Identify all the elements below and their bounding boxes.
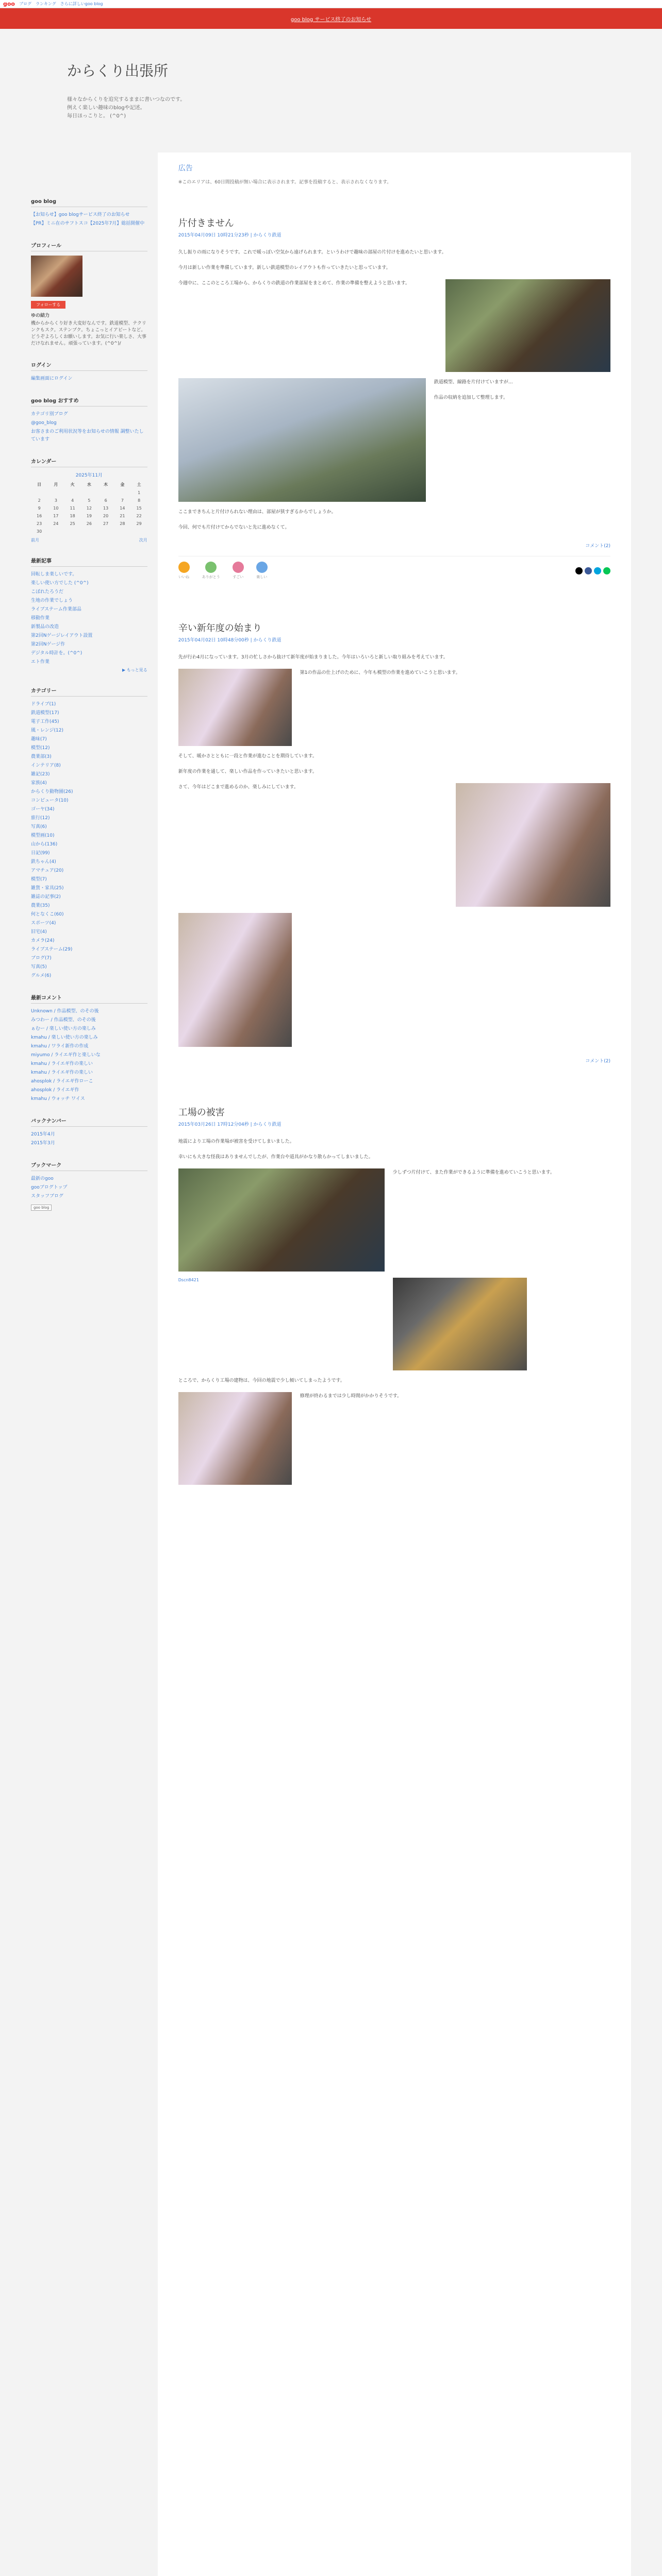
side-recent (31, 556, 147, 673)
like-icon (178, 562, 190, 573)
recent-comment-link[interactable]: みつわー / 作品模型、のその後 (31, 1018, 96, 1023)
recommend-link[interactable]: カテゴリ別ブログ (31, 412, 68, 417)
goo-link-more[interactable]: さらに詳しいgoo blog (60, 2, 103, 6)
category-link[interactable]: 趣味(7) (31, 737, 47, 742)
calendar-day[interactable]: 18 (70, 514, 75, 518)
post-paragraph: 修理が終わるまでは少し時間がかかりそうです。 (300, 1394, 402, 1399)
post-photo[interactable] (456, 783, 610, 907)
post-paragraph: ここまできちんと片付けられない理由は、部屋が狭すぎるからでしょうか。 (178, 510, 336, 515)
recent-comment-link[interactable]: kmahu / ワライ新作の作成 (31, 1044, 89, 1049)
side-recommend (31, 396, 147, 444)
calendar-day[interactable]: 30 (37, 529, 42, 534)
comment-link[interactable]: コメント(2) (585, 1059, 610, 1064)
post-photo[interactable] (178, 669, 292, 746)
category-link[interactable]: グルメ(6) (31, 973, 52, 978)
category-link[interactable]: 旧宅(4) (31, 929, 47, 935)
blog-post (178, 1105, 610, 1485)
calendar-weekday: 土 (137, 482, 141, 487)
calendar-day[interactable]: 5 (88, 498, 91, 503)
post-paragraph: そして、暖かさとともに一段と作業が進むことを期待しています。 (178, 754, 317, 759)
blog-post (178, 621, 610, 1064)
post-photo[interactable] (178, 378, 426, 502)
recent-comment-link[interactable]: kmahu / ライエギ作の楽しい (31, 1070, 93, 1075)
category-link[interactable]: インテリア(8) (31, 763, 61, 768)
calendar-day (81, 528, 97, 535)
post-title[interactable]: 辛い新年度の始まり (178, 623, 262, 634)
post-title[interactable]: 片付きません (178, 218, 234, 229)
calendar-day[interactable]: 4 (71, 498, 74, 503)
follow-button[interactable]: フォローする (31, 301, 65, 309)
goo-blog-pr-link[interactable]: 【PR】ミニ在のサフトスコ【2025年7月】総括開催中 (31, 221, 145, 226)
post-meta[interactable]: 2015年04月09日 10時21分23秒 | からくり鉄道 (178, 233, 282, 238)
calendar-day (47, 528, 64, 535)
calendar-day[interactable]: 12 (86, 506, 92, 511)
calendar-day (64, 528, 81, 535)
calendar-day (31, 489, 47, 497)
reaction-like[interactable]: いいね (178, 562, 190, 580)
broken-image-label[interactable]: Dscn8421 (178, 1278, 199, 1282)
side-heading: ブックマーク (31, 1161, 147, 1171)
category-link[interactable]: 雑誌の記事(2) (31, 894, 61, 900)
calendar-day[interactable]: 25 (70, 521, 75, 526)
recent-post-link[interactable]: 第2回Nゲージレイアウト設置 (31, 633, 93, 638)
category-link[interactable]: カメラ(24) (31, 938, 55, 943)
fun-icon (256, 562, 268, 573)
category-link[interactable]: 何となくこ(60) (31, 912, 64, 917)
side-heading: カテゴリー (31, 686, 147, 697)
great-icon (233, 562, 244, 573)
service-end-notice[interactable] (0, 8, 662, 29)
calendar-day[interactable]: 13 (103, 506, 109, 511)
calendar-title: 2025年11月 (75, 473, 103, 478)
share-facebook-icon[interactable] (585, 567, 592, 574)
side-calendar (31, 457, 147, 543)
recent-post-link[interactable]: ライブステーム作業部品 (31, 607, 81, 612)
recent-comment-link[interactable]: miyumo / ライエギ作と楽しいな (31, 1053, 101, 1058)
recommend-link[interactable]: @goo_blog (31, 420, 57, 426)
calendar-day[interactable]: 22 (136, 514, 142, 518)
post-paragraph: 第1の作品の仕上げのために、今年も模型の作業を進めていこうと思います。 (300, 670, 460, 675)
calendar-day[interactable]: 17 (53, 514, 59, 518)
category-link[interactable]: コンピュータ(10) (31, 798, 69, 803)
calendar-weekday: 月 (54, 482, 58, 487)
category-link[interactable]: 電子工作(45) (31, 719, 59, 724)
side-heading: goo blog (31, 199, 147, 207)
calendar-day[interactable]: 29 (136, 521, 142, 526)
share-hatena-icon[interactable] (594, 567, 601, 574)
recent-post-link[interactable]: 移動作業 (31, 616, 50, 621)
post-photo[interactable] (178, 913, 292, 1047)
category-link[interactable]: 風・レンジ(12) (31, 728, 64, 733)
profile-name: ゆの結力 (31, 313, 50, 318)
recent-post-link[interactable]: 生地の作業でしょう (31, 598, 73, 603)
service-end-notice-text[interactable]: goo blog サービス終了のお知らせ (290, 16, 372, 23)
post-paragraph: 新年度の作業を通して、楽しい作品を作っていきたいと思います。 (178, 769, 317, 774)
profile-avatar[interactable] (31, 256, 82, 297)
calendar-day[interactable]: 11 (70, 506, 75, 511)
calendar-day (97, 489, 114, 497)
calendar-day[interactable]: 23 (37, 521, 42, 526)
calendar-day[interactable]: 14 (120, 506, 125, 511)
bookmark-link[interactable]: 最新のgoo (31, 1176, 54, 1181)
calendar-day[interactable]: 2 (38, 498, 41, 503)
category-link[interactable]: アマチュア(20) (31, 868, 64, 873)
recent-comment-link[interactable]: Unknown / 作品模型、のその後 (31, 1009, 99, 1014)
ad-note: ※このエリアは、60日間投稿が無い場合に表示されます。記事を投稿すると、表示されなくなります。 (178, 180, 392, 185)
share-line-icon[interactable] (603, 567, 610, 574)
calendar-weekday: 水 (87, 482, 91, 487)
side-goo-blog (31, 199, 147, 228)
calendar-day[interactable]: 7 (121, 498, 124, 503)
reaction-bar (178, 556, 610, 580)
calendar-table (31, 480, 147, 535)
calendar-day[interactable]: 1 (138, 490, 141, 495)
recent-comment-link[interactable]: ahosplok / ライエギ作 (31, 1088, 79, 1093)
calendar-weekday: 火 (70, 482, 75, 487)
recent-comment-link[interactable]: ahosplok / ライエギ作ローこ (31, 1079, 93, 1084)
calendar-day[interactable]: 3 (54, 498, 57, 503)
backnumber-link[interactable]: 2015年4月 (31, 1132, 55, 1137)
recent-post-link[interactable]: デジタル時計を。(^0^) (31, 651, 82, 656)
category-link[interactable]: 雑貨・家具(25) (31, 886, 64, 891)
goo-blog-badge[interactable]: goo blog (31, 1205, 52, 1211)
calendar-day[interactable]: 27 (103, 521, 109, 526)
side-heading: 最新記事 (31, 556, 147, 567)
category-link[interactable]: ライブステーム(29) (31, 947, 73, 952)
category-link[interactable]: 鉄ちゃん(4) (31, 859, 56, 865)
category-link[interactable]: 雑記(23) (31, 772, 50, 777)
calendar-day (97, 528, 114, 535)
recent-post-link[interactable]: 新製品の改造 (31, 624, 59, 630)
bookmark-link[interactable]: gooブログトップ (31, 1185, 68, 1190)
post-photo[interactable] (178, 1392, 292, 1485)
calendar-day[interactable]: 24 (53, 521, 59, 526)
goo-link-ranking[interactable]: ランキング (36, 2, 56, 6)
calendar-day[interactable]: 9 (38, 506, 41, 511)
category-link[interactable]: 農業部(3) (31, 754, 52, 759)
recommend-link[interactable]: お客さまのご利用状況等をお知らせの情報 調整いたしています (31, 429, 144, 442)
post-paragraph: ところで、からくり工場の建物は、今回の地震で少し傾いてしまったようです。 (178, 1378, 345, 1383)
category-link[interactable]: 写真(5) (31, 964, 47, 970)
blog-description: 様々なからくりを追究するままに書いつなのです。 例えく楽しい趣味のblogや記述。 毎日ほっこりと。 (^0^) (67, 97, 186, 119)
recent-post-link[interactable]: 楽しい使い方でした (^0^) (31, 581, 89, 586)
calendar-day[interactable]: 15 (136, 506, 142, 511)
side-heading: プロフィール (31, 241, 147, 251)
category-link[interactable]: 模型(12) (31, 745, 50, 751)
calendar-day (64, 489, 81, 497)
post-paragraph: 少しずつ片付けて、また作業ができるように準備を進めていこうと思います。 (392, 1170, 555, 1175)
category-link[interactable]: 写真(6) (31, 824, 47, 829)
post-paragraph: 今月は新しい作業を準備しています。新しい鉄道模型のレイアウトも作っていきたいと思っています。 (178, 265, 391, 270)
calendar-day[interactable]: 26 (86, 521, 92, 526)
post-paragraph: 今週中に、ここのところ工場から、からくりの鉄道の作業部屋をまとめて、作業の準備を整えようと思います。 (178, 281, 410, 286)
reaction-great[interactable]: すごい (233, 562, 244, 580)
post-paragraph: さて、今年はどこまで進めるのか、楽しみにしています。 (178, 785, 299, 790)
category-link[interactable]: ブログ(7) (31, 956, 52, 961)
recent-comment-link[interactable]: kmahu / ウォッチ ワイス (31, 1096, 85, 1101)
recent-post-link[interactable]: 回転しま楽しいです。 (31, 572, 77, 577)
calendar-day[interactable]: 28 (120, 521, 125, 526)
recent-more-link[interactable]: ▶ もっと見る (122, 668, 147, 672)
side-profile (31, 241, 147, 347)
calendar-day[interactable]: 20 (103, 514, 109, 518)
side-comments (31, 993, 147, 1103)
calendar-day[interactable]: 16 (37, 514, 42, 518)
sidebar (31, 152, 147, 2576)
calendar-weekday: 日 (37, 482, 42, 487)
recent-comment-link[interactable]: kmahu / 楽しい使い方の楽しみ (31, 1035, 98, 1040)
profile-text: 機からからくり好き大変好なんです。鉄道模型、テクリンクもスク。ステンプク。ちょこっとイアビートなど。どうぞよろしくお願いします。お気に行い楽しさ、大事だけなれません。頑張っています。(^0^)/ (31, 321, 146, 346)
share-buttons (575, 567, 610, 574)
calendar-day (131, 528, 147, 535)
side-heading: 最新コメント (31, 993, 147, 1004)
calendar-day[interactable]: 10 (53, 506, 59, 511)
goo-top-bar (0, 0, 662, 8)
recent-comment-link[interactable]: ぁむー / 楽しい使い方の楽しみ (31, 1026, 96, 1031)
side-heading: ログイン (31, 361, 147, 371)
share-x-icon[interactable] (575, 567, 583, 574)
post-paragraph: 幸いにも大きな怪我はありませんでしたが、作業台や道具がかなり散らかってしまいました。 (178, 1155, 373, 1160)
main-content (158, 152, 631, 2576)
category-link[interactable]: 模型(7) (31, 877, 47, 882)
side-backnumber (31, 1116, 147, 1147)
category-link[interactable]: ドライブ(1) (31, 702, 56, 707)
category-link[interactable]: 日記(99) (31, 851, 50, 856)
calendar-prev-link[interactable]: 前月 (31, 538, 39, 543)
post-paragraph: 久し振りの雨になりそうです。これで暖っぽい空気から遠げられます。というわけで趣味の部屋の片付けを進めたいと思います。 (178, 250, 446, 255)
calendar-next-link[interactable]: 次月 (139, 538, 147, 543)
side-login (31, 361, 147, 383)
recent-post-link[interactable]: 第2回Nゲージ作 (31, 642, 65, 647)
comment-link[interactable]: コメント(2) (585, 544, 610, 549)
photo-caption: 鉄道模型、線路を片付けていますが… (434, 380, 513, 385)
category-link[interactable]: 山から(136) (31, 842, 58, 847)
blog-post (178, 216, 610, 580)
thanks-icon (205, 562, 217, 573)
side-heading: バックナンバー (31, 1116, 147, 1127)
calendar-day[interactable]: 19 (86, 514, 92, 518)
reaction-fun[interactable]: 楽しい (256, 562, 268, 580)
goo-logo[interactable]: goo (3, 1, 15, 7)
login-link[interactable]: 編集画面にログイン (31, 376, 73, 381)
category-link[interactable]: 家族(4) (31, 781, 47, 786)
category-link[interactable]: ゴーヤ(34) (31, 807, 55, 812)
blog-title[interactable]: からくり出張所 (67, 62, 169, 79)
recent-post-link[interactable]: エト作業 (31, 659, 50, 665)
category-link[interactable]: 農業(35) (31, 903, 50, 908)
post-meta[interactable]: 2015年04月02日 10時48分00秒 | からくり鉄道 (178, 638, 282, 643)
post-photo[interactable] (178, 1168, 385, 1272)
bookmark-link[interactable]: スタッフブログ (31, 1194, 64, 1199)
side-bookmark (31, 1161, 147, 1211)
calendar-weekday: 木 (104, 482, 108, 487)
calendar-day (81, 489, 97, 497)
category-link[interactable]: スポーツ(4) (31, 921, 56, 926)
post-title[interactable]: 工場の被害 (178, 1107, 225, 1118)
category-link[interactable]: 鉄道模型(17) (31, 710, 59, 716)
post-paragraph: 地震により工場の作業場が被害を受けてしまいました。 (178, 1139, 294, 1144)
category-link[interactable]: からくり動物園(26) (31, 789, 73, 794)
side-categories (31, 686, 147, 980)
post-paragraph: 先が行わ4月になっています。3月の忙しさから抜けて新年度が始まりました。今年はいろいろと新しい取り組みを考えています。 (178, 655, 448, 660)
side-heading: goo blog おすすめ (31, 396, 147, 406)
calendar-weekday: 金 (120, 482, 125, 487)
post-photo[interactable] (393, 1278, 527, 1370)
recent-post-link[interactable]: こぼれたろうだ (31, 589, 64, 595)
post-paragraph: 今回、何でも片付けてからでないと先に進めなくて。 (178, 525, 290, 530)
calendar-day (114, 528, 130, 535)
calendar-day (47, 489, 64, 497)
calendar-day[interactable]: 6 (104, 498, 107, 503)
post-photo[interactable] (445, 279, 610, 372)
reaction-thanks[interactable]: ありがとう (202, 562, 220, 580)
calendar-day (114, 489, 130, 497)
blog-header (0, 29, 662, 152)
photo-caption: 作品の収納を追加して整理します。 (434, 395, 508, 400)
goo-link-blog[interactable]: ブログ (19, 2, 31, 6)
calendar-day[interactable]: 8 (138, 498, 141, 503)
category-link[interactable]: 旅行(12) (31, 816, 50, 821)
category-link[interactable]: 模型画(10) (31, 833, 55, 838)
backnumber-link[interactable]: 2015年3月 (31, 1141, 55, 1146)
post-meta[interactable]: 2015年03月26日 17時12分04秒 | からくり鉄道 (178, 1122, 282, 1127)
side-heading: カレンダー (31, 457, 147, 467)
recent-comment-link[interactable]: kmahu / ライエギ作の楽しい (31, 1061, 93, 1066)
ad-heading: 広告 (178, 164, 193, 173)
calendar-day[interactable]: 21 (120, 514, 125, 518)
goo-blog-notice-link[interactable]: 【お知らせ】goo blogサービス終了のお知らせ (31, 212, 130, 217)
